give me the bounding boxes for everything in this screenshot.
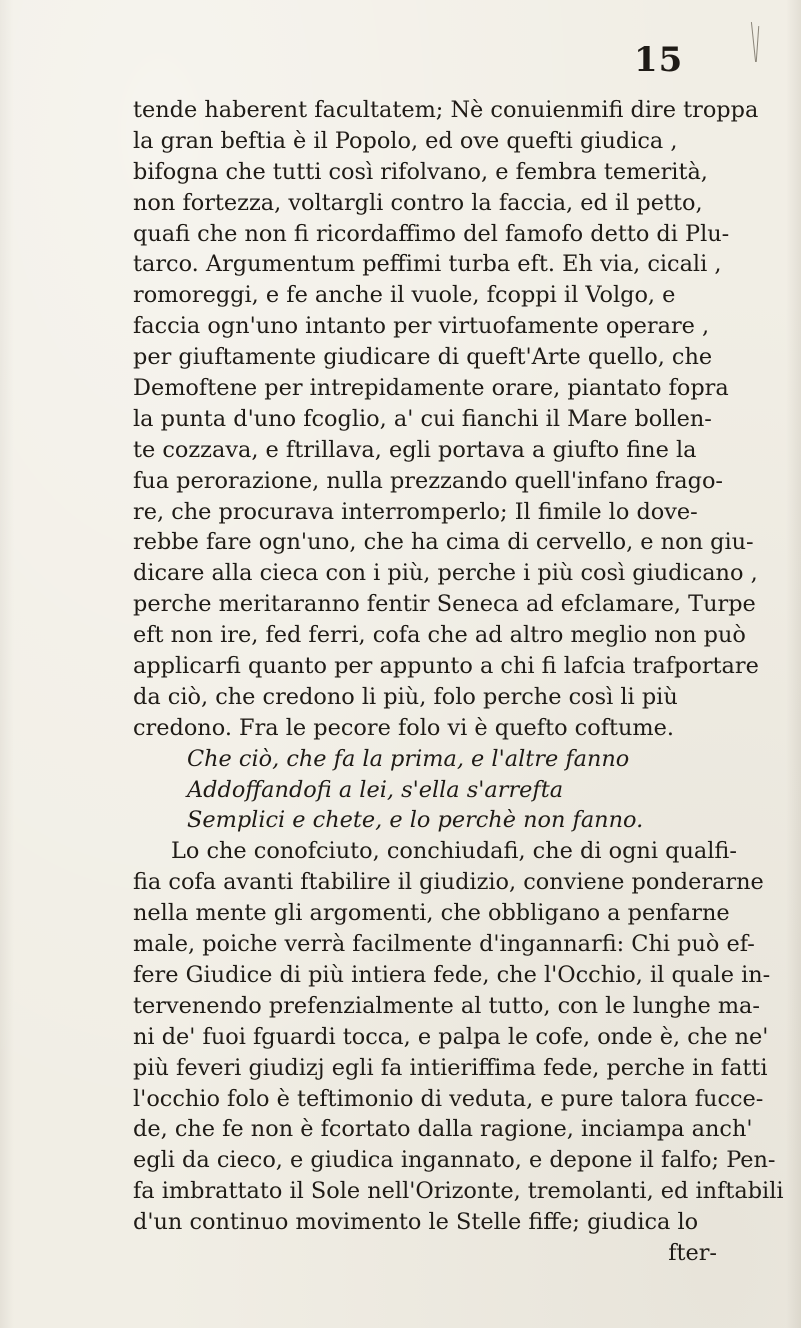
body-text bbox=[133, 95, 793, 1269]
paragraph-start-line: Lo che conofciuto, conchiudafi, che di ogni qualfi- bbox=[171, 838, 737, 865]
text-line: dicare alla cieca con i più, perche i più così giudicano , bbox=[133, 560, 758, 587]
text-line: perche meritaranno fentir Seneca ad efclamare, Turpe bbox=[133, 591, 756, 618]
verse-line: Addoffandofi a lei, s'ella s'arrefta bbox=[187, 776, 564, 803]
text-line: quafi che non fi ricordaffimo del famofo detto di Plu- bbox=[133, 220, 730, 247]
text-line: credono. Fra le pecore folo vi è quefto coftume. bbox=[133, 714, 674, 741]
verse-line: Semplici e chete, e lo perchè non fanno. bbox=[187, 807, 644, 834]
catchword: fter- bbox=[668, 1239, 717, 1266]
text-line: male, poiche verrà facilmente d'ingannarfi: Chi può ef- bbox=[133, 931, 755, 958]
text-line: fere Giudice di più intiera fede, che l'Occhio, il quale in- bbox=[133, 961, 771, 988]
text-line: tende haberent facultatem; Nè conuienmifi dire troppa bbox=[133, 97, 759, 123]
text-line: te cozzava, e ftrillava, egli portava a giufto fine la bbox=[133, 436, 697, 463]
text-line: ni de' fuoi fguardi tocca, e palpa le cofe, onde è, che ne' bbox=[133, 1023, 769, 1050]
text-line: da ciò, che credono li più, folo perche così li più bbox=[133, 683, 678, 710]
text-line: tarco. Argumentum peffimi turba eft. Eh via, cicali , bbox=[133, 251, 722, 278]
text-line: fa imbrattato il Sole nell'Orizonte, tremolanti, ed inftabili bbox=[133, 1178, 784, 1205]
text-line: bifogna che tutti così rifolvano, e fembra temerità, bbox=[133, 158, 708, 185]
verse-line: Che ciò, che fa la prima, e l'altre fanno bbox=[187, 745, 630, 772]
text-line: romoreggi, e fe anche il vuole, fcoppi il Volgo, e bbox=[133, 282, 676, 309]
text-line: eft non ire, fed ferri, cofa che ad altro meglio non può bbox=[133, 622, 746, 649]
text-line: re, che procurava interromperlo; Il fimile lo dove- bbox=[133, 498, 698, 525]
text-line: d'un continuo movimento le Stelle fiffe; giudica lo bbox=[133, 1209, 699, 1236]
text-line: tervenendo prefenzialmente al tutto, con le lunghe ma- bbox=[133, 992, 760, 1019]
pencil-mark bbox=[751, 22, 761, 66]
text-line: fia cofa avanti ftabilire il giudizio, conviene ponderarne bbox=[133, 869, 764, 896]
text-line: de, che fe non è fcortato dalla ragione, inciampa anch' bbox=[133, 1116, 753, 1143]
text-line: egli da cieco, e giudica ingannato, e depone il falfo; Pen- bbox=[133, 1147, 776, 1174]
text-line: più feveri giudizj egli fa intieriffima fede, perche in fatti bbox=[133, 1054, 768, 1081]
text-line: faccia ogn'uno intanto per virtuofamente operare , bbox=[133, 313, 710, 340]
text-line: nella mente gli argomenti, che obbligano a penfarne bbox=[133, 900, 730, 927]
text-line: rebbe fare ogn'uno, che ha cima di cervello, e non giu- bbox=[133, 529, 754, 556]
text-line: l'occhio folo è teftimonio di veduta, e pure talora fucce- bbox=[133, 1085, 764, 1112]
page-number: 15 bbox=[634, 40, 684, 80]
text-line: la punta d'uno fcoglio, a' cui fianchi il Mare bollen- bbox=[133, 405, 712, 432]
text-line: Demoftene per intrepidamente orare, piantato fopra bbox=[133, 375, 729, 402]
text-line: non fortezza, voltargli contro la faccia, ed il petto, bbox=[133, 189, 703, 216]
text-line: per giuftamente giudicare di queft'Arte quello, che bbox=[133, 344, 713, 371]
text-line: la gran beftia è il Popolo, ed ove quefti giudica , bbox=[133, 127, 678, 154]
text-line: applicarfi quanto per appunto a chi fi lafcia trafportare bbox=[133, 653, 759, 680]
text-line: fua perorazione, nulla prezzando quell'infano frago- bbox=[133, 467, 723, 494]
